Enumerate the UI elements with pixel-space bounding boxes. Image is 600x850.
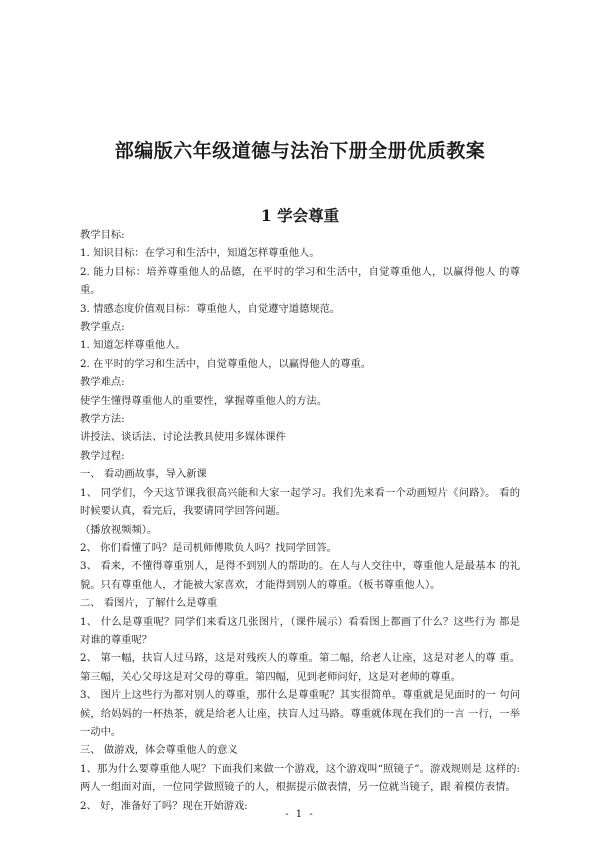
step-1-heading: 一、 看动画故事，导入新课 (80, 468, 207, 481)
section-heading-key-points: 教学重点: (80, 321, 125, 334)
objective-knowledge: 1. 知识目标：在学习和生活中，知道怎样尊重他人。 (80, 247, 320, 260)
lesson-title: 1 学会尊重 (260, 206, 340, 225)
difficulty-text: 使学生懂得尊重他人的重要性，掌握尊重他人的方法。 (80, 394, 328, 407)
section-heading-difficulties: 教学难点: (80, 376, 125, 389)
key-point-2: 2. 在平时的学习和生活中，自觉尊重他人，以赢得他人的尊重。 (80, 357, 372, 370)
section-heading-methods: 教学方法: (80, 413, 125, 426)
document-title: 部编版六年级道德与法治下册全册优质教案 (114, 140, 486, 162)
step-3-item-2: 2、 好，准备好了吗？现在开始游戏: (80, 799, 248, 812)
step-1-item-2: 2、 你们看懂了吗？是司机师傅欺负人吗？找同学回答。 (80, 541, 337, 554)
step-1-note: （播放视频频）。 (80, 523, 158, 536)
step-2-item-1: 1、 什么是尊重呢？同学们来看这几张图片，（课件展示）看看图上都画了什么？这些行为 都是对谁的尊重呢？ (80, 615, 520, 646)
page-number: - 1 - (285, 809, 315, 820)
step-1-item-1: 1、 同学们，今天这节课我很高兴能和大家一起学习。我们先来看一个动画短片《问路》。 看的时候要认真，看完后，我要请同学回答问题。 (80, 486, 520, 518)
section-heading-process: 教学过程: (80, 449, 125, 462)
step-2-item-2: 2、 第一幅，扶盲人过马路，这是对残疾人的尊重。第二幅，给老人让座，这是对老人的尊 重。第三幅，关心父母这是对父母的尊重。第四幅，见到老师问好，这是对老师的尊重。 (80, 652, 520, 683)
objective-attitude: 3. 情感态度价值观目标：尊重他人，自觉遵守道德规范。 (80, 302, 341, 315)
step-2-item-3: 3、 图片上这些行为都对别人的尊重，那什么是尊重呢？其实很简单。尊重就是见面时的一 句问候，给妈妈的一杯热茶，就是给老人让座，扶盲人过马路。尊重就体现在我们的一言 一行，一举一动中。 (80, 689, 520, 738)
step-2-heading: 二、 看图片，了解什么是尊重 (80, 597, 218, 610)
section-heading-objectives: 教学目标: (80, 229, 125, 241)
step-3-item-1: 1、那为什么要尊重他人呢？下面我们来做一个游戏，这个游戏叫“照镜子”。游戏规则是 这样的:两人一组面对面，一位同学做照镜子的人，根据提示做表情，另一位就当镜子，跟 着模仿表情。 (80, 762, 520, 794)
methods-text: 讲授法、谈话法、讨论法教具使用多媒体课件 (80, 431, 286, 444)
key-point-1: 1. 知道怎样尊重他人。 (80, 339, 186, 352)
objective-ability: 2. 能力目标：培养尊重他人的品德，在平时的学习和生活中，自觉尊重他人，以赢得他人 的尊重。 (80, 265, 520, 297)
step-3-heading: 三、 做游戏，体会尊重他人的意义 (80, 744, 238, 757)
step-1-item-3: 3、 看来，不懂得尊重别人，是得不到别人的帮助的。在人与人交往中，尊重他人是最基本 的礼貌。只有尊重他人，才能被大家喜欢，才能得到别人的尊重。（板书尊重他人）。 (80, 560, 520, 591)
lesson-body (80, 226, 520, 815)
